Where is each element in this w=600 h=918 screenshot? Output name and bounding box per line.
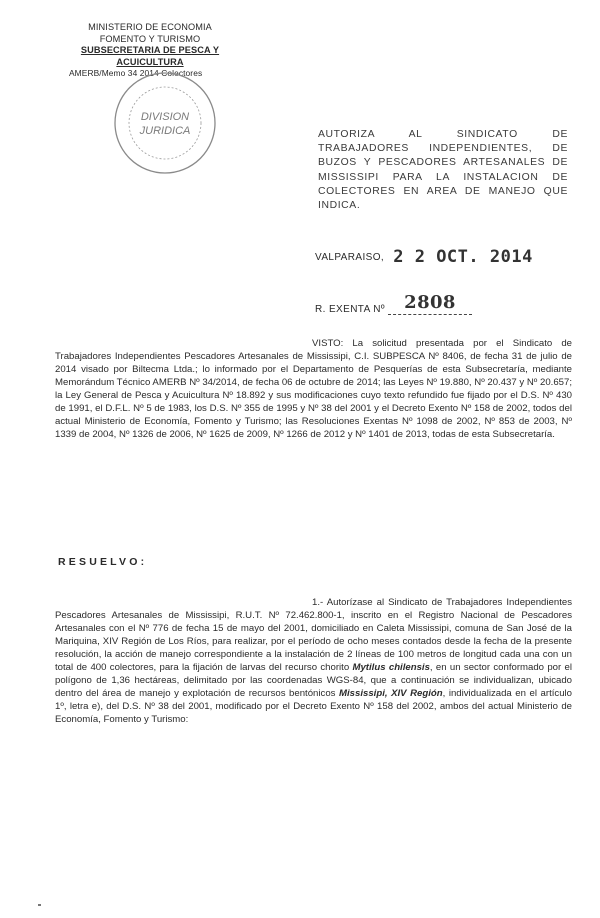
visto-paragraph [55,337,572,441]
resolution-subject: AUTORIZA AL SINDICATO DE TRABAJADORES INDEPENDIENTES, DE BUZOS Y PESCADORES ARTESANALES DE MISSISSIPI PARA LA INSTALACION DE COLECTORES EN AREA DE MANEJO QUE INDICA. [318,129,568,212]
document-reference: AMERB/Memo 34 2014 Colectores [69,68,203,78]
exenta-number-field [388,292,472,315]
ministry-name-2: FOMENTO Y TURISMO [99,33,201,44]
date-line [315,245,533,265]
exenta-line [315,292,472,315]
stamp-line-1: DIVISION [140,111,190,123]
visto-text: La solicitud presentada por el Sindicato de Trabajadores Independientes Pescadores Artesanales de Mississipi, C.I. SUBPESCA Nº 8406, de fecha 31 de julio de 2014 visado por Biltecma Ltda.; lo informado por el Departamento de Pesquerías de esta Subsecretaría, mediante Memorándum Técnico AMERB Nº 34/2014, de fecha 06 de octubre de 2014; las Leyes Nº 19.880, Nº 20.437 y Nº 20.657; la Ley General de Pesca y Acuicultura Nº 18.892 y sus modificaciones cuyo texto refundido fue fijado por el D.S. Nº 430 de 1991, el D.F.L. Nº 5 de 1983, los D.S. Nº 355 de 1995 y Nº 38 del 2001 y el Decreto Exento Nº 158 de 2002, todos del actual Ministerio de Economía, Fomento y Turismo; las Resoluciones Exentas Nº 1098 de 2002, Nº 853 de 2003, Nº 1339 de 2004, Nº 1326 de 2006, Nº 1625 de 2009, Nº 1266 de 2012 y Nº 1401 de 2013, todas de esta Subsecretaría. [55,338,572,441]
article-1-text-c: , individualizada en el artículo 1º, letra e), del D.S. Nº 38 del 2001, modificado por el Decreto Exento Nº 158 del 2002, ambos del actual Ministerio de Economía, Fomento y Turismo: [55,688,572,726]
article-1-paragraph [55,596,572,726]
scan-mark [38,904,41,906]
area-name: Mississipi, XIV Región [339,688,443,700]
date-place: VALPARAISO, [315,252,385,263]
exenta-label: R. EXENTA Nº [315,304,385,315]
visto-label: VISTO: [312,338,344,349]
article-1-text-b: , en un sector conformado por el polígono de 1,36 hectáreas, delimitado por las coordenadas WGS-84, que a continuación se individualizan, ubicado dentro del área de manejo y explotación de recursos bentónicos [55,662,572,700]
ministry-name: MINISTERIO DE ECONOMIA [88,22,212,32]
stamped-date: 2 2 OCT. 2014 [393,247,533,267]
stamp-line-2: JURIDICA [139,125,191,137]
article-1-text-a: 1.- Autorízase al Sindicato de Trabajadores Independientes Pescadores Artesanales de Mississipi, R.U.T. Nº 72.462.800-1, inscrito en el Registro Nacional de Pescadores Artesanales con el Nº 776 de fecha 15 de mayo del 2001, domiciliado en Caleta Mississipi, comuna de San José de la Mariquina, XIV Región de Los Ríos, para realizar, por el período de ocho meses contados desde la fecha de la presente resolución, la acción de manejo correspondiente a la instalación de 2 líneas de 100 metros de longitud cada una con un total de 400 colectores, para la fijación de larvas del recurso chorito [55,597,572,674]
species-name: Mytilus chilensis [352,662,430,674]
exenta-number: 2808 [404,292,456,313]
subsecretaria-name: SUBSECRETARIA DE PESCA Y ACUICULTURA [80,45,220,67]
resuelvo-heading: RESUELVO: [58,556,148,568]
division-juridica-stamp [110,68,220,178]
